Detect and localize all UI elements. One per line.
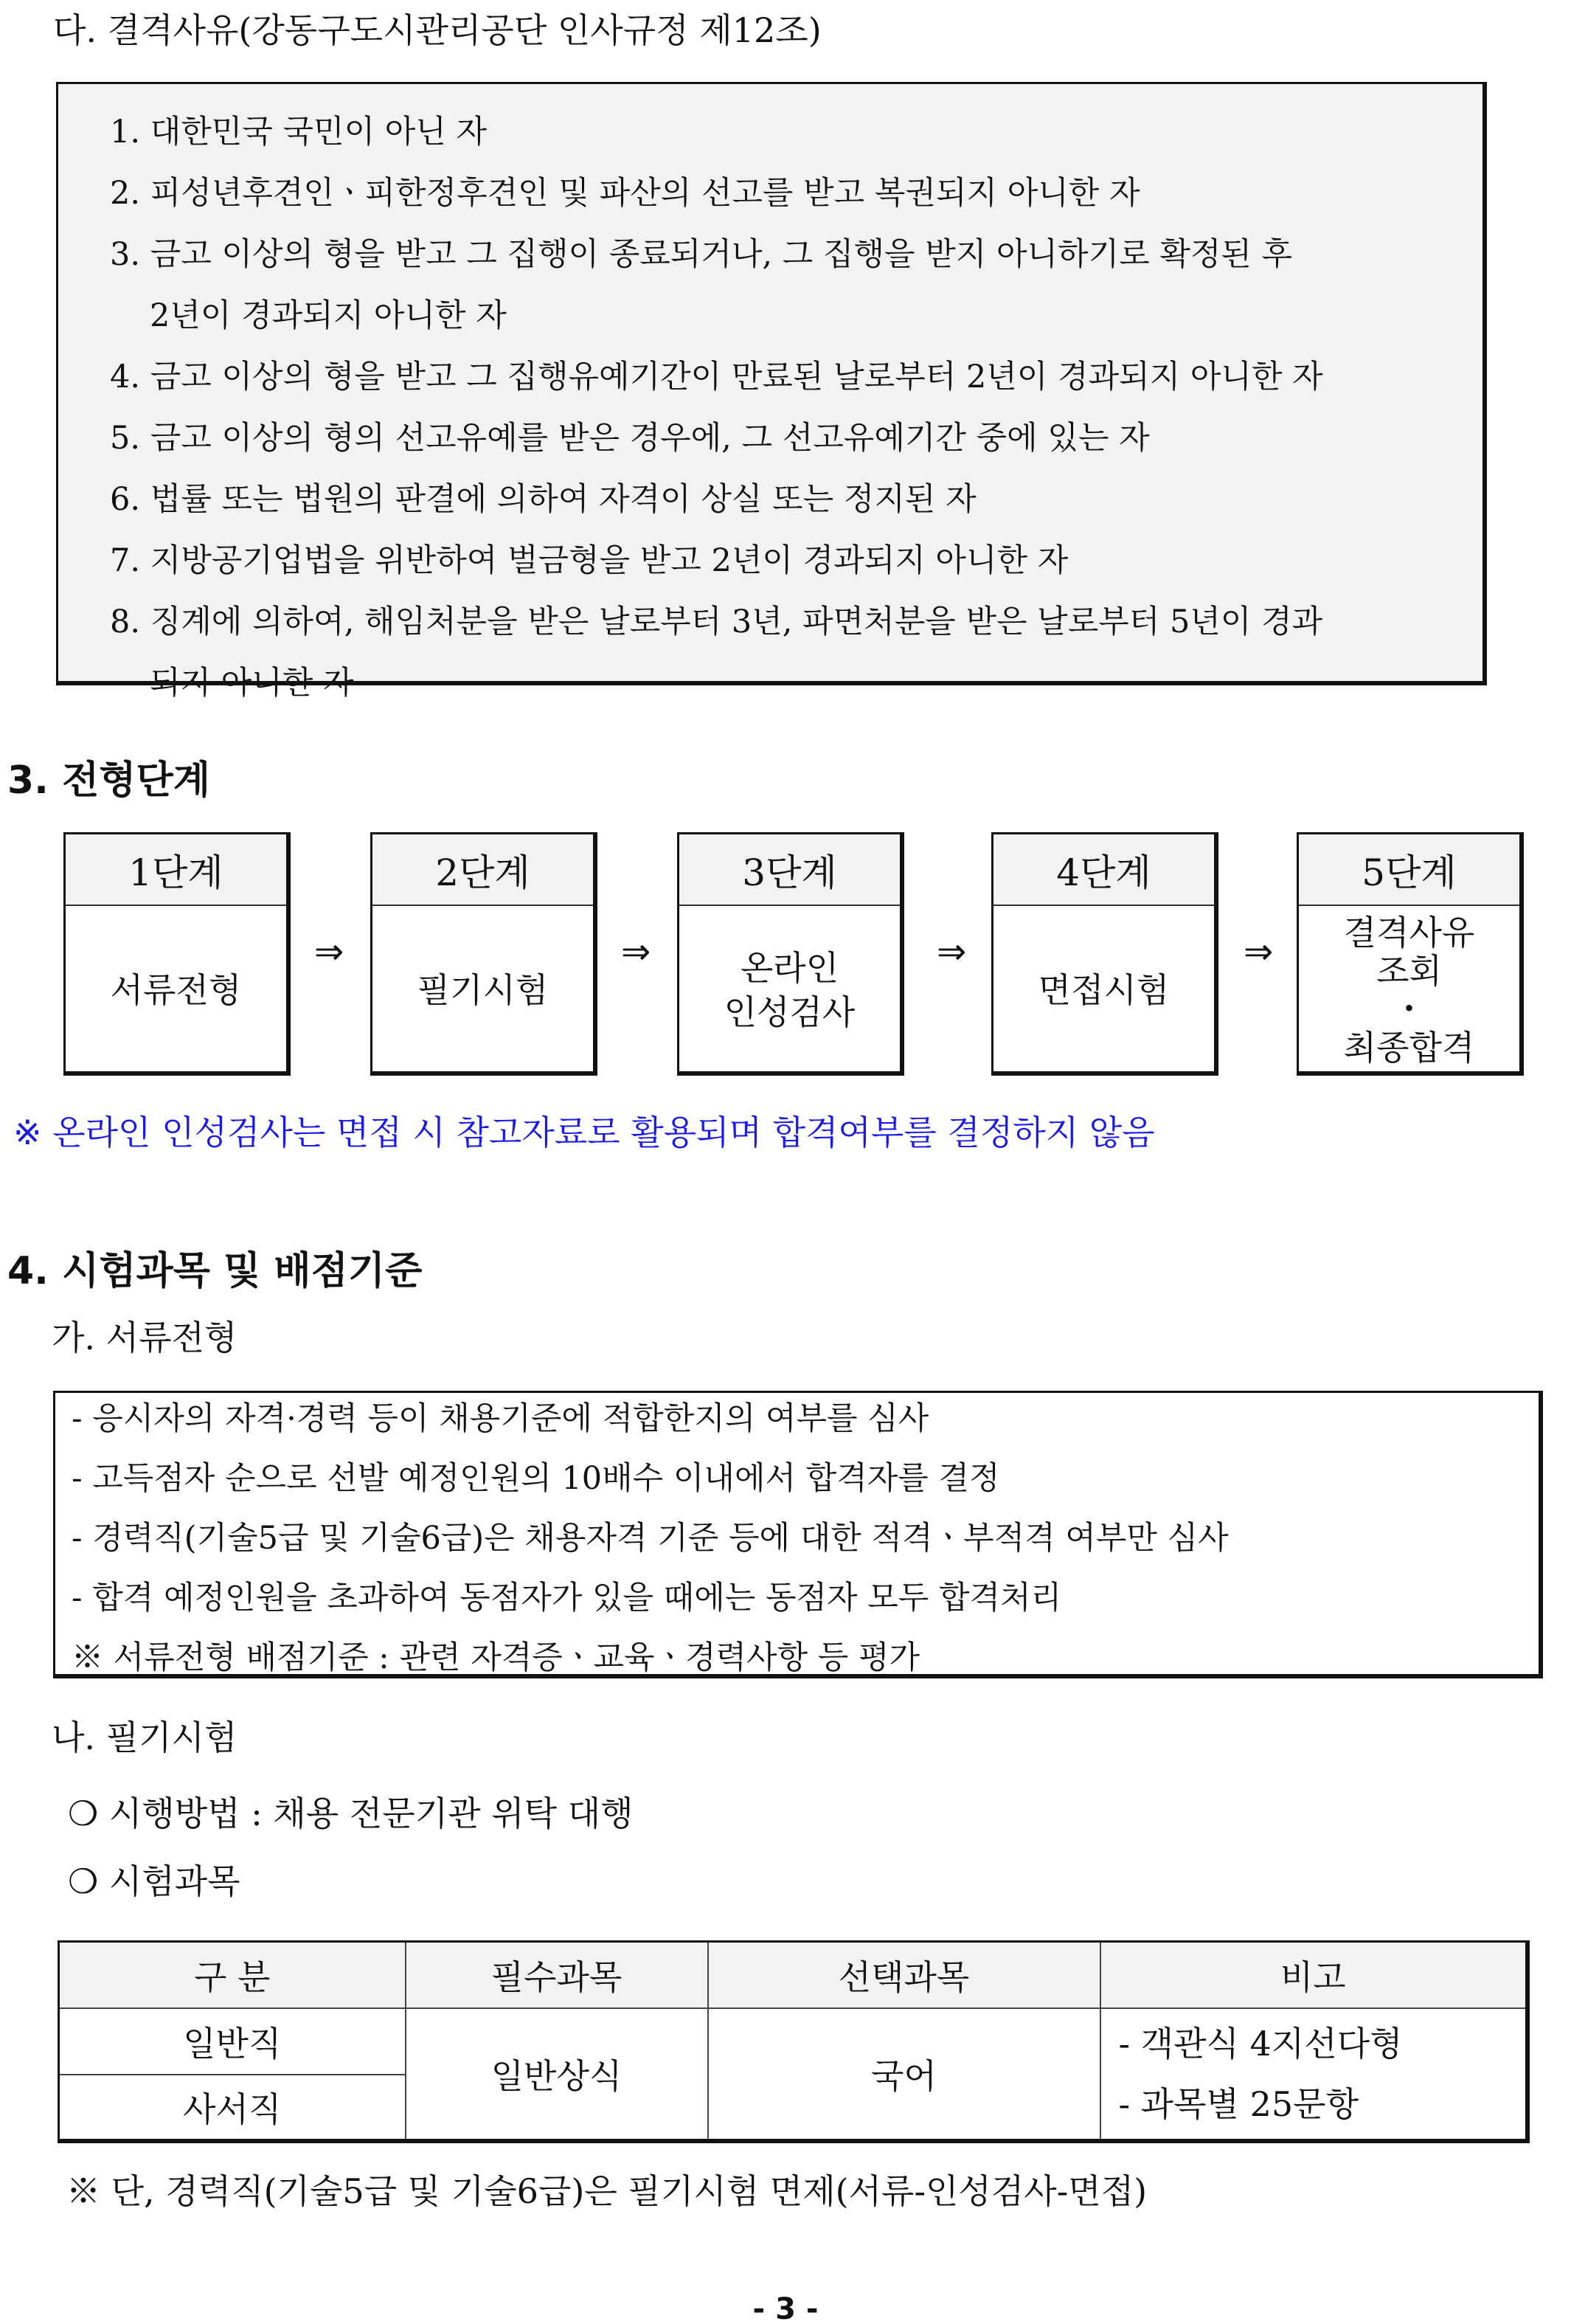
stage-3-label: 3단계 [679,834,900,906]
selection-stages-heading: 3. 전형단계 [7,758,210,803]
table-header-required: 필수과목 [406,1942,708,2008]
document-screening-criteria: ※ 서류전형 배점기준 : 관련 자격증ㆍ교육ㆍ경력사항 등 평가 [72,1639,920,1676]
disqualification-item: 2. 피성년후견인ㆍ피한정후견인 및 파산의 선고를 받고 복권되지 아니한 자 [110,175,1140,212]
stage-1-box [63,832,291,1076]
table-header-elective: 선택과목 [708,1942,1100,2008]
stage-arrow-icon: ⇒ [621,931,651,972]
personality-test-note: ※ 온라인 인성검사는 면접 시 참고자료로 활용되며 합격여부를 결정하지 않음 [13,1113,1155,1152]
table-row [59,2008,1528,2075]
disqualification-item: 5. 금고 이상의 형의 선고유예를 받은 경우에, 그 선고유예기간 중에 있는 자 [110,420,1150,457]
page-number: - 3 - [752,2292,819,2324]
exam-subjects-table [58,1940,1530,2143]
disqualification-item: 7. 지방공기업법을 위반하여 벌금형을 받고 2년이 경과되지 아니한 자 [110,542,1069,579]
stage-3-box [677,832,904,1076]
stage-2-box [370,832,597,1076]
stage-4-label: 4단계 [993,834,1214,906]
remark-line: - 객관식 4지선다형 [1118,2023,1403,2064]
stage-5-box [1297,832,1524,1076]
disqualification-item: 1. 대한민국 국민이 아닌 자 [110,114,488,151]
document-screening-title: 가. 서류전형 [52,1318,237,1358]
stage-1-content [66,906,286,1073]
document-screening-line: - 경력직(기술5급 및 기술6급)은 채용자격 기준 등에 대한 적격ㆍ부적격 여부만 심사 [72,1520,1229,1557]
exam-subjects-heading: 4. 시험과목 및 배점기준 [7,1249,423,1293]
table-header-remarks: 비고 [1100,1942,1528,2008]
stage-4-content [993,906,1214,1073]
stage-5-text: ・ [1392,989,1426,1029]
stage-5-content [1299,906,1519,1073]
stage-arrow-icon: ⇒ [314,931,344,972]
stage-1-label: 1단계 [66,834,286,906]
written-exam-title: 나. 필기시험 [52,1718,237,1757]
stage-2-label: 2단계 [372,834,593,906]
stage-1-text: 서류전형 [110,969,242,1010]
document-screening-line: - 응시자의 자격·경력 등이 채용기준에 적합한지의 여부를 심사 [72,1400,929,1437]
table-cell-category: 사서직 [59,2075,406,2141]
table-cell-remarks [1100,2008,1528,2141]
stage-5-text: 결격사유 [1343,912,1475,952]
disqualification-item-continued: 2년이 경과되지 아니한 자 [150,297,507,334]
table-cell-category: 일반직 [59,2008,406,2075]
stage-2-text: 필기시험 [417,969,549,1010]
disqualification-item: 3. 금고 이상의 형을 받고 그 집행이 종료되거나, 그 집행을 받지 아니하기로 확정된 후 [110,236,1293,273]
table-cell-elective: 국어 [708,2008,1100,2141]
table-cell-required: 일반상식 [406,2008,708,2141]
stage-3-content [679,906,900,1073]
stage-3-text: 인성검사 [724,992,856,1032]
stage-2-content [372,906,593,1073]
exam-method-bullet: ❍ 시행방법 : 채용 전문기관 위탁 대행 [68,1794,634,1833]
written-exam-exemption-note: ※ 단, 경력직(기술5급 및 기술6급)은 필기시험 면제(서류-인성검사-면접) [66,2171,1148,2211]
stage-5-label: 5단계 [1299,834,1519,906]
stage-arrow-icon: ⇒ [937,931,967,972]
document-screening-line: - 고득점자 순으로 선발 예정인원의 10배수 이내에서 합격자를 결정 [72,1460,1000,1497]
document-screening-line: - 합격 예정인원을 초과하여 동점자가 있을 때에는 동점자 모두 합격처리 [72,1580,1062,1616]
stage-5-text: 최종합격 [1343,1027,1475,1068]
table-header-category: 구 분 [59,1942,406,2008]
disqualification-box [56,82,1487,702]
stage-3-text: 온라인 [740,947,839,988]
table-header-row [59,1942,1528,2008]
stage-4-box [991,832,1218,1076]
document-screening-box [53,1391,1543,1678]
exam-subjects-bullet: ❍ 시험과목 [68,1861,240,1901]
disqualification-item: 4. 금고 이상의 형을 받고 그 집행유예기간이 만료된 날로부터 2년이 경과되지 아니한 자 [110,359,1323,395]
stage-5-text: 조회 [1376,950,1442,991]
remark-line: - 과목별 25문항 [1118,2083,1359,2124]
stage-4-text: 면접시험 [1038,969,1170,1010]
disqualification-item: 8. 징계에 의하여, 해임처분을 받은 날로부터 3년, 파면처분을 받은 날로부터 5년이 경과 [110,604,1323,640]
disqualification-item-continued: 되지 아니한 자 [150,665,354,702]
disqualification-item: 6. 법률 또는 법원의 판결에 의하여 자격이 상실 또는 정지된 자 [110,481,977,518]
disqualification-title: 다. 결격사유(강동구도시관리공단 인사규정 제12조) [53,10,822,50]
stage-arrow-icon: ⇒ [1244,931,1274,972]
